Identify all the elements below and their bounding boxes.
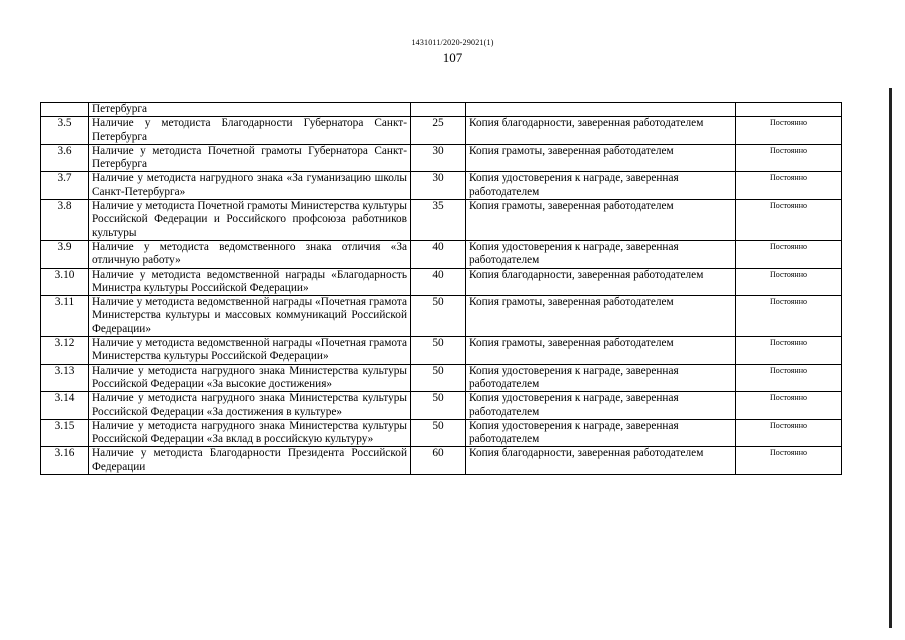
row-period: Постоянно bbox=[736, 392, 842, 420]
row-number: 3.16 bbox=[41, 447, 89, 475]
row-description: Наличие у методиста Почетной грамоты Министерства культуры Российской Федерации и Российского профсоюза работников культуры bbox=[89, 200, 411, 241]
row-period: Постоянно bbox=[736, 447, 842, 475]
row-description: Наличие у методиста нагрудного знака Министерства культуры Российской Федерации «За высокие достижения» bbox=[89, 364, 411, 392]
row-period bbox=[736, 103, 842, 117]
table-row bbox=[41, 268, 842, 296]
row-document: Копия грамоты, заверенная работодателем bbox=[466, 200, 736, 241]
row-number: 3.15 bbox=[41, 419, 89, 447]
table-row bbox=[41, 296, 842, 337]
row-document: Копия удостоверения к награде, заверенная работодателем bbox=[466, 172, 736, 200]
table-row bbox=[41, 172, 842, 200]
row-description: Наличие у методиста Благодарности Губернатора Санкт-Петербурга bbox=[89, 117, 411, 145]
row-description: Наличие у методиста нагрудного знака Министерства культуры Российской Федерации «За достижения в культуре» bbox=[89, 392, 411, 420]
table-row-continuation bbox=[41, 103, 842, 117]
row-number: 3.9 bbox=[41, 240, 89, 268]
row-score: 40 bbox=[411, 268, 466, 296]
row-number: 3.7 bbox=[41, 172, 89, 200]
row-document: Копия грамоты, заверенная работодателем bbox=[466, 144, 736, 172]
row-number: 3.13 bbox=[41, 364, 89, 392]
table-row bbox=[41, 240, 842, 268]
row-period: Постоянно bbox=[736, 364, 842, 392]
row-period: Постоянно bbox=[736, 144, 842, 172]
table-row bbox=[41, 117, 842, 145]
row-description: Петербурга bbox=[89, 103, 411, 117]
table-row bbox=[41, 419, 842, 447]
row-document: Копия удостоверения к награде, заверенная работодателем bbox=[466, 392, 736, 420]
table-row bbox=[41, 364, 842, 392]
scan-edge-line bbox=[889, 88, 892, 628]
row-score: 35 bbox=[411, 200, 466, 241]
row-period: Постоянно bbox=[736, 200, 842, 241]
row-score: 30 bbox=[411, 172, 466, 200]
row-number bbox=[41, 103, 89, 117]
row-document: Копия грамоты, заверенная работодателем bbox=[466, 296, 736, 337]
row-description: Наличие у методиста Почетной грамоты Губернатора Санкт-Петербурга bbox=[89, 144, 411, 172]
row-score: 30 bbox=[411, 144, 466, 172]
row-description: Наличие у методиста нагрудного знака «За гуманизацию школы Санкт-Петербурга» bbox=[89, 172, 411, 200]
table-row bbox=[41, 200, 842, 241]
table-row bbox=[41, 392, 842, 420]
row-description: Наличие у методиста ведомственного знака отличия «За отличную работу» bbox=[89, 240, 411, 268]
row-score: 40 bbox=[411, 240, 466, 268]
row-score: 60 bbox=[411, 447, 466, 475]
row-document: Копия грамоты, заверенная работодателем bbox=[466, 337, 736, 365]
row-description: Наличие у методиста ведомственной награды «Почетная грамота Министерства культуры Российской Федерации» bbox=[89, 337, 411, 365]
row-period: Постоянно bbox=[736, 296, 842, 337]
page-number: 107 bbox=[442, 50, 463, 65]
row-period: Постоянно bbox=[736, 240, 842, 268]
document-id: 1431011/2020-29021(1) bbox=[411, 38, 494, 47]
row-document: Копия благодарности, заверенная работодателем bbox=[466, 117, 736, 145]
row-description: Наличие у методиста Благодарности Президента Российской Федерации bbox=[89, 447, 411, 475]
row-score: 50 bbox=[411, 337, 466, 365]
award-criteria-table bbox=[40, 102, 842, 475]
row-period: Постоянно bbox=[736, 172, 842, 200]
row-number: 3.12 bbox=[41, 337, 89, 365]
row-number: 3.5 bbox=[41, 117, 89, 145]
row-period: Постоянно bbox=[736, 419, 842, 447]
row-period: Постоянно bbox=[736, 268, 842, 296]
row-number: 3.11 bbox=[41, 296, 89, 337]
row-score: 50 bbox=[411, 296, 466, 337]
row-number: 3.14 bbox=[41, 392, 89, 420]
row-score: 50 bbox=[411, 392, 466, 420]
row-document: Копия удостоверения к награде, заверенная работодателем bbox=[466, 240, 736, 268]
row-period: Постоянно bbox=[736, 117, 842, 145]
table-row bbox=[41, 337, 842, 365]
table-row bbox=[41, 447, 842, 475]
row-document: Копия благодарности, заверенная работодателем bbox=[466, 447, 736, 475]
row-document bbox=[466, 103, 736, 117]
row-document: Копия благодарности, заверенная работодателем bbox=[466, 268, 736, 296]
table-body bbox=[41, 103, 842, 475]
row-score: 50 bbox=[411, 364, 466, 392]
row-document: Копия удостоверения к награде, заверенная работодателем bbox=[466, 419, 736, 447]
row-description: Наличие у методиста ведомственной награды «Благодарность Министра культуры Российской Федерации» bbox=[89, 268, 411, 296]
row-number: 3.6 bbox=[41, 144, 89, 172]
row-score: 25 bbox=[411, 117, 466, 145]
row-description: Наличие у методиста ведомственной награды «Почетная грамота Министерства культуры и массовых коммуникаций Российской Федерации» bbox=[89, 296, 411, 337]
row-number: 3.10 bbox=[41, 268, 89, 296]
row-document: Копия удостоверения к награде, заверенная работодателем bbox=[466, 364, 736, 392]
row-score bbox=[411, 103, 466, 117]
row-number: 3.8 bbox=[41, 200, 89, 241]
row-period: Постоянно bbox=[736, 337, 842, 365]
row-score: 50 bbox=[411, 419, 466, 447]
table-row bbox=[41, 144, 842, 172]
row-description: Наличие у методиста нагрудного знака Министерства культуры Российской Федерации «За вклад в российскую культуру» bbox=[89, 419, 411, 447]
